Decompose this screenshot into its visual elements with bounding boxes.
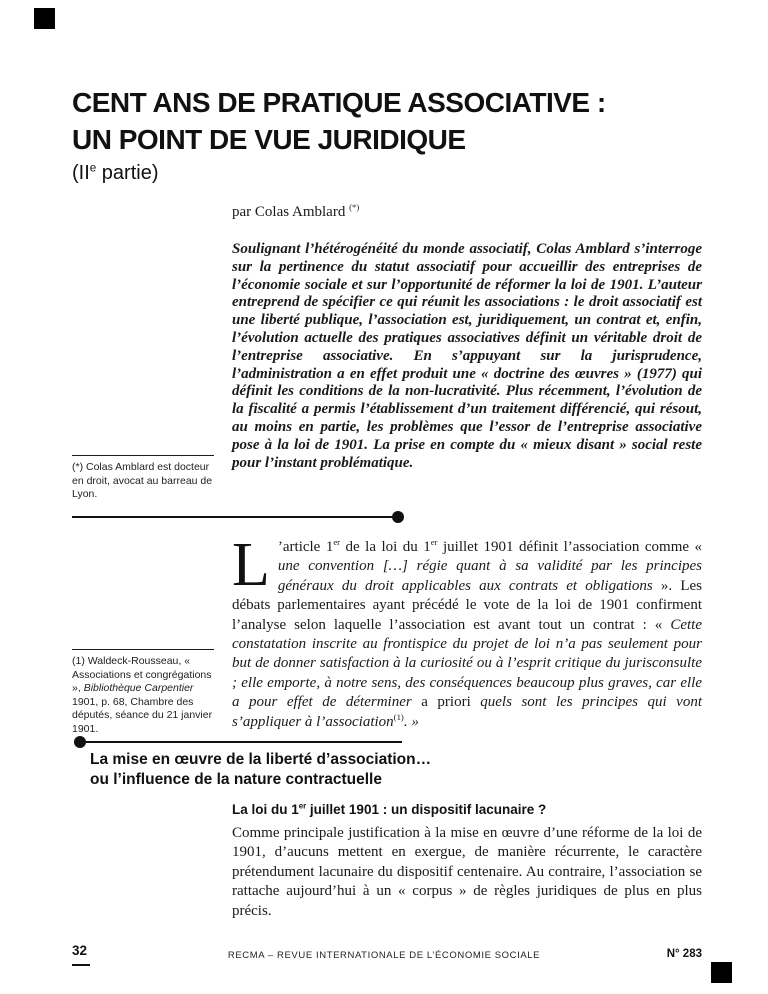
article-title bbox=[72, 84, 606, 158]
subheading-text-end: juillet 1901 : un dispositif lacunaire ? bbox=[306, 802, 547, 817]
page-number: 32 bbox=[72, 943, 88, 958]
article-title-line2: UN POINT DE VUE JURIDIQUE bbox=[72, 124, 466, 155]
subsection-heading bbox=[232, 802, 546, 817]
journal-running-title: RECMA – REVUE INTERNATIONALE DE L’ÉCONOMIE SOCIALE bbox=[227, 950, 541, 961]
ordinal-er: er bbox=[430, 537, 438, 547]
quoted-debate-text: Cette constatation inscrite au frontispice du projet de loi n’a pas seulement pour but de donner satisfaction à la curiosité ou à l’esprit critique du jurisconsulte ; elle emporte, à notre sens, des conséquences beaucoup plus graves, car elle a pour effet de déterminer bbox=[232, 616, 702, 711]
intro-text: de la loi du 1 bbox=[340, 539, 431, 555]
article-title-line1: CENT ANS DE PRATIQUE ASSOCIATIVE : bbox=[72, 87, 606, 118]
footnote-author-text: (*) Colas Amblard est docteur en droit, avocat au barreau de Lyon. bbox=[72, 461, 213, 500]
abstract-paragraph: Soulignant l’hétérogénéité du monde associatif, Colas Amblard s’interroge sur la pertinence du statut associatif pour accueillir des entreprises de l’économie sociale et sur l’opportunité de réformer la loi de 1901. L’auteur entreprend de spécifier ce qui réunit les associations : le droit associatif est une liberté publique, l’association est, juridiquement, un contrat et, enfin, l’évolution actuelle des pratiques associatives définit un véritable droit de l’entreprise associative. En s’appuyant sur la jurisprudence, l’administration a en effet produit une « doctrine des œuvres » (1977) qui définit les conditions de la non-lucrativité. Plus récemment, l’évolution de la fiscalité a permis l’établissement d’un traitement différencié, qui résout, au moins en partie, les problèmes que l’essor de l’entreprise associative pose à la loi de 1901. La prise en compte du « mieux disant » social reste pour l’instant problématique. bbox=[232, 241, 702, 471]
footnote-ref-1: (1) bbox=[393, 711, 404, 722]
heading-dot-icon bbox=[74, 736, 86, 748]
quoted-law-text: une convention […] régie quant à sa validité par les principes généraux du droit applicables aux contrats et obligations bbox=[277, 558, 702, 594]
article-subtitle bbox=[72, 162, 158, 185]
dropcap-letter: L bbox=[232, 531, 270, 599]
section-heading-divider bbox=[74, 736, 402, 748]
footnote-1 bbox=[72, 649, 214, 736]
ordinal-er: er bbox=[298, 801, 307, 811]
subtitle-ordinal: e bbox=[89, 161, 97, 175]
intro-text: juillet 1901 définit l’association comme « bbox=[437, 539, 702, 555]
footnote-1-text-end: 1901, p. 68, Chambre des députés, séance du 21 janvier 1901. bbox=[72, 695, 213, 735]
byline-footnote-ref: (*) bbox=[349, 202, 360, 212]
intro-paragraph bbox=[232, 531, 703, 732]
page-number-rule bbox=[72, 964, 90, 966]
subheading-text: La loi du 1 bbox=[232, 802, 299, 817]
divider-dot-icon bbox=[392, 511, 404, 523]
section-heading bbox=[90, 750, 431, 789]
footnote-1-book-title: Bibliothèque Carpentier bbox=[83, 682, 194, 694]
latin-phrase: a priori bbox=[421, 694, 481, 711]
section-body-paragraph: Comme principale justification à la mise en œuvre d’une réforme de la loi de 1901, d’aucuns mettent en exergue, de manière récurrente, le caractère prétendument lacunaire du dispositif centenaire. Au contraire, l’association se rattache aujourd’hui à un « corpus » de règles juridiques de plus en plus précis. bbox=[232, 825, 702, 919]
intro-text: ’article 1 bbox=[277, 539, 334, 555]
section-heading-line1: La mise en œuvre de la liberté d’association… bbox=[90, 751, 432, 768]
page-corner-mark-bottom-right bbox=[711, 962, 732, 983]
author-byline bbox=[232, 204, 359, 221]
page-corner-mark-top-left bbox=[34, 8, 55, 29]
intro-text: ». Les débats parlementaires ayant précédé le vote de la loi de 1901 confirment l’analyse selon laquelle l’association est avant tout un contrat : « bbox=[232, 577, 702, 633]
ordinal-er: er bbox=[333, 537, 341, 547]
heading-rule bbox=[86, 741, 402, 743]
issue-number: N° 283 bbox=[666, 948, 702, 960]
subtitle-text: (II bbox=[72, 162, 90, 184]
quoted-debate-text-end: quels sont les principes qui vont s’appliquer à l’association bbox=[232, 694, 703, 730]
subtitle-text-end: partie) bbox=[96, 162, 159, 184]
intro-text-end: . » bbox=[403, 713, 419, 730]
section-heading-line2: ou l’influence de la nature contractuelle bbox=[90, 770, 382, 788]
byline-text: par Colas Amblard bbox=[232, 204, 350, 220]
footnote-author bbox=[72, 455, 214, 502]
section-divider bbox=[72, 511, 404, 523]
divider-rule bbox=[72, 516, 392, 518]
footnote-1-text: (1) Waldeck-Rousseau, « Associations et congrégations », bbox=[72, 655, 212, 694]
